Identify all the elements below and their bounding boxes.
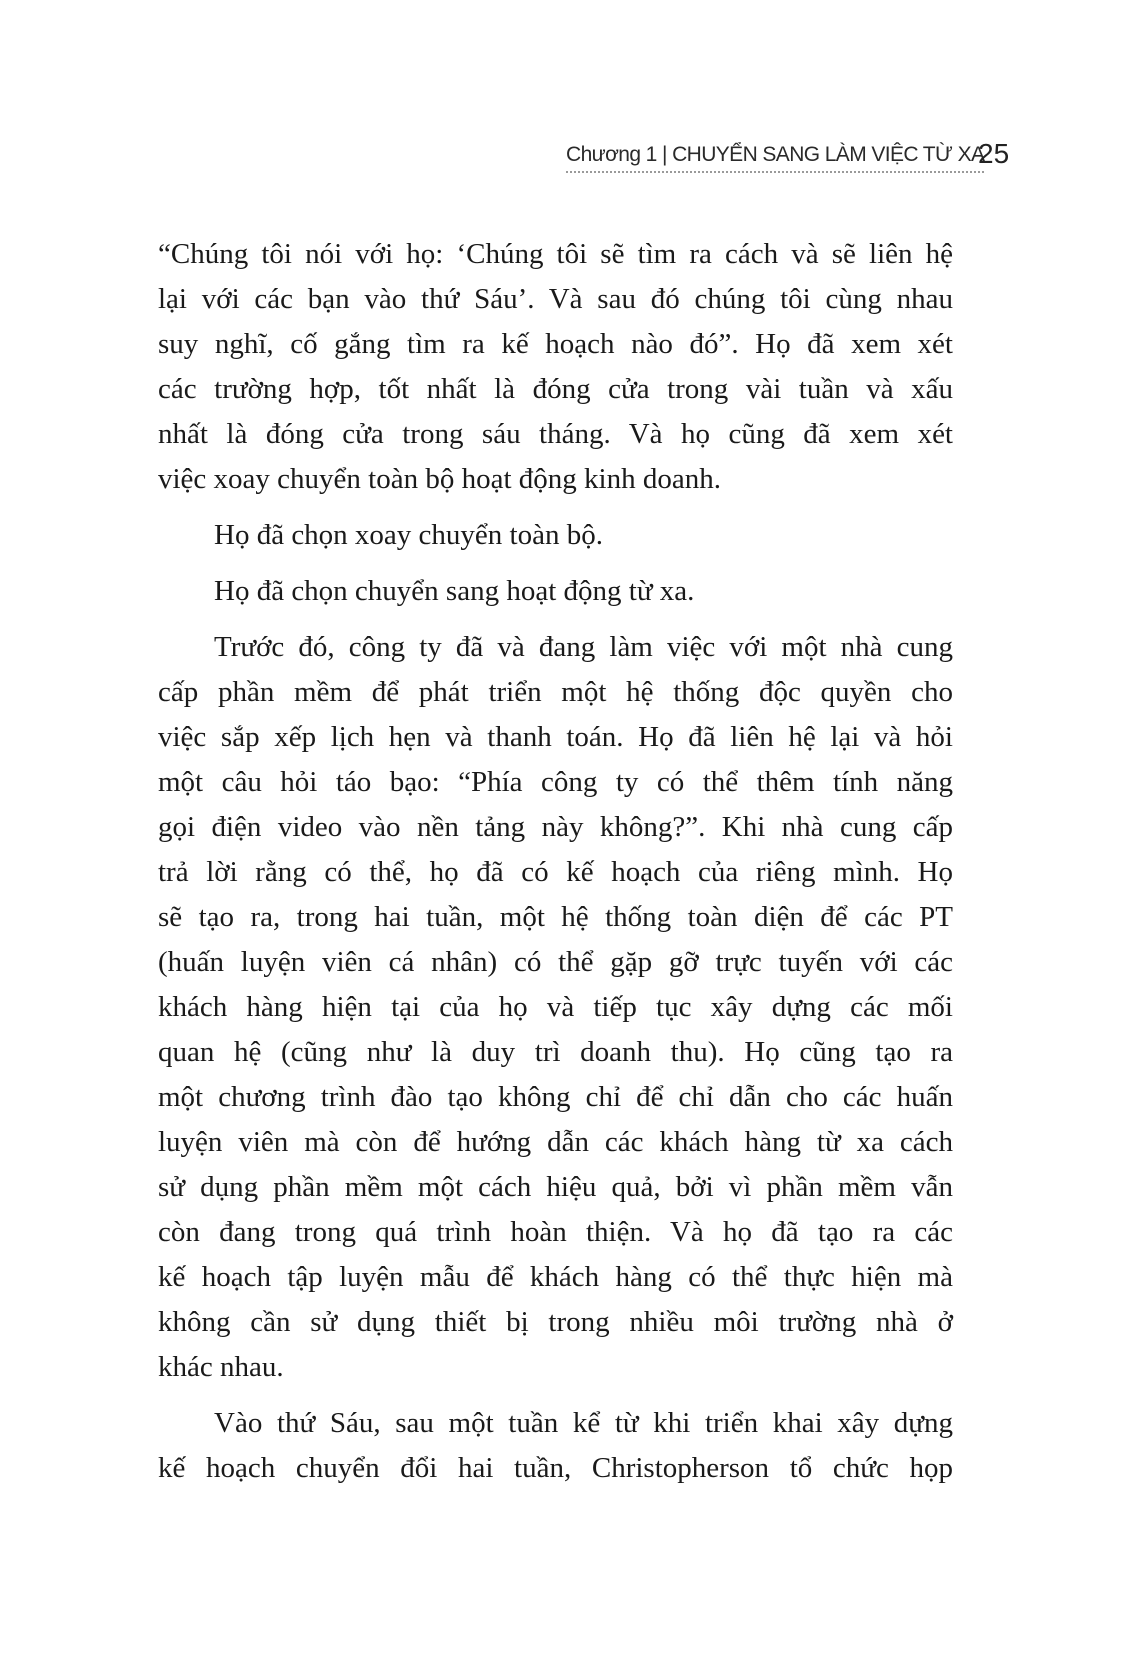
- text-line: Vào thứ Sáu, sau một tuần kể từ khi triển khai xây dựng: [214, 1407, 953, 1439]
- text-line: gọi điện video vào nền tảng này không?”. Khi nhà cung cấp: [158, 811, 953, 843]
- text-line: nhất là đóng cửa trong sáu tháng. Và họ cũng đã xem xét: [158, 418, 953, 450]
- text-line: không cần sử dụng thiết bị trong nhiều môi trường nhà ở: [158, 1306, 953, 1338]
- text-line: còn đang trong quá trình hoàn thiện. Và họ đã tạo ra các: [158, 1216, 953, 1248]
- text-line: các trường hợp, tốt nhất là đóng cửa trong vài tuần và xấu: [158, 373, 953, 405]
- text-line: Trước đó, công ty đã và đang làm việc với một nhà cung: [214, 631, 953, 663]
- text-line: một câu hỏi táo bạo: “Phía công ty có thể thêm tính năng: [158, 766, 953, 798]
- text-line: khác nhau.: [158, 1351, 284, 1383]
- text-line: việc sắp xếp lịch hẹn và thanh toán. Họ đã liên hệ lại và hỏi: [158, 721, 953, 753]
- text-line: khách hàng hiện tại của họ và tiếp tục xây dựng các mối: [158, 991, 953, 1023]
- text-line: cấp phần mềm để phát triển một hệ thống độc quyền cho: [158, 676, 953, 708]
- text-line: Họ đã chọn chuyển sang hoạt động từ xa.: [214, 575, 695, 607]
- text-line: kế hoạch tập luyện mẫu để khách hàng có thể thực hiện mà: [158, 1261, 953, 1293]
- paragraph: [158, 569, 953, 614]
- text-line: việc xoay chuyển toàn bộ hoạt động kinh doanh.: [158, 463, 721, 495]
- paragraph: [158, 625, 953, 1390]
- page-number: 25: [978, 138, 1010, 169]
- paragraph: [158, 232, 953, 502]
- paragraph: [158, 513, 953, 558]
- text-line: trả lời rằng có thể, họ đã có kế hoạch của riêng mình. Họ: [158, 856, 953, 888]
- text-line: “Chúng tôi nói với họ: ‘Chúng tôi sẽ tìm ra cách và sẽ liên hệ: [158, 238, 953, 270]
- text-line: quan hệ (cũng như là duy trì doanh thu). Họ cũng tạo ra: [158, 1036, 953, 1068]
- text-line: một chương trình đào tạo không chỉ để chỉ dẫn cho các huấn: [158, 1081, 953, 1113]
- running-header-title: Chương 1 | CHUYỂN SANG LÀM VIỆC TỪ XA: [566, 143, 984, 173]
- text-line: suy nghĩ, cố gắng tìm ra kế hoạch nào đó”. Họ đã xem xét: [158, 328, 953, 360]
- text-line: sử dụng phần mềm một cách hiệu quả, bởi vì phần mềm vẫn: [158, 1171, 953, 1203]
- text-line: Họ đã chọn xoay chuyển toàn bộ.: [214, 519, 603, 551]
- text-line: (huấn luyện viên cá nhân) có thể gặp gỡ trực tuyến với các: [158, 946, 953, 978]
- paragraph: [158, 1401, 953, 1491]
- text-line: lại với các bạn vào thứ Sáu’. Và sau đó chúng tôi cùng nhau: [158, 283, 953, 315]
- text-line: kế hoạch chuyển đổi hai tuần, Christopherson tổ chức họp: [158, 1452, 953, 1484]
- text-line: luyện viên mà còn để hướng dẫn các khách hàng từ xa cách: [158, 1126, 953, 1158]
- page-body-text: [158, 232, 953, 1502]
- text-line: sẽ tạo ra, trong hai tuần, một hệ thống toàn diện để các PT: [158, 901, 953, 933]
